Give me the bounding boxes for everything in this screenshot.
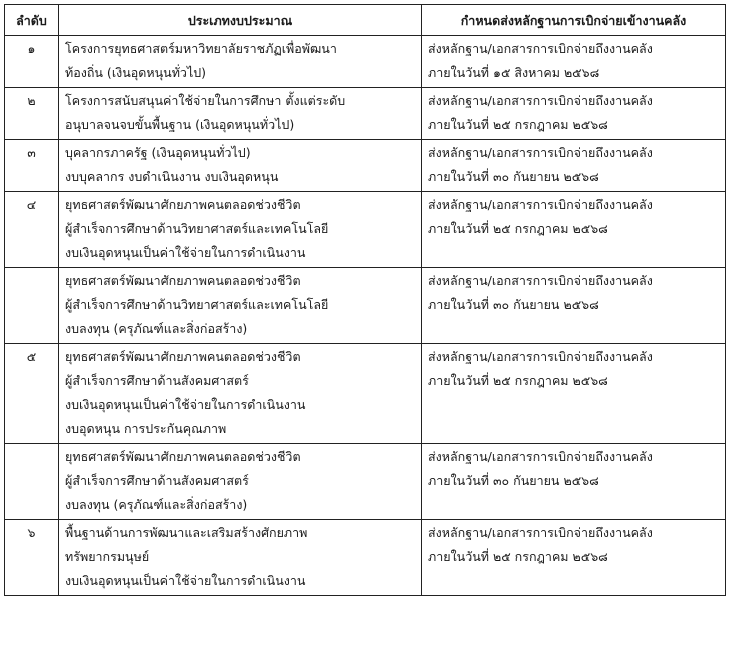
budget-type-line: โครงการยุทธศาสตร์มหาวิทยาลัยราชภัฏเพื่อพัฒนา: [65, 41, 337, 56]
row-budget-type: [59, 444, 422, 520]
header-deadline: กำหนดส่งหลักฐานการเบิกจ่ายเข้างานคลัง: [422, 5, 726, 36]
deadline-line: ส่งหลักฐาน/เอกสารการเบิกจ่ายถึงงานคลัง: [428, 93, 653, 108]
row-order-number: ๓: [5, 140, 59, 192]
row-deadline: [422, 520, 726, 596]
header-order: ลำดับ: [5, 5, 59, 36]
budget-type-line: งบลงทุน (ครุภัณฑ์และสิ่งก่อสร้าง): [65, 321, 248, 336]
row-order-number: ๕: [5, 344, 59, 444]
budget-type-line: โครงการสนับสนุนค่าใช้จ่ายในการศึกษา ตั้งแต่ระดับ: [65, 93, 346, 108]
table-row: [5, 36, 726, 88]
deadline-line: ภายในวันที่ ๒๕ กรกฎาคม ๒๕๖๘: [428, 117, 608, 132]
budget-type-line: ยุทธศาสตร์พัฒนาศักยภาพคนตลอดช่วงชีวิต: [65, 349, 301, 364]
row-budget-type: [59, 88, 422, 140]
deadline-line: ภายในวันที่ ๓๐ กันยายน ๒๕๖๘: [428, 297, 599, 312]
header-budget-type: ประเภทงบประมาณ: [59, 5, 422, 36]
budget-type-line: งบเงินอุดหนุนเป็นค่าใช้จ่ายในการดำเนินงาน: [65, 245, 306, 260]
budget-type-line: ยุทธศาสตร์พัฒนาศักยภาพคนตลอดช่วงชีวิต: [65, 197, 301, 212]
row-deadline: [422, 36, 726, 88]
row-order-number: ๔: [5, 192, 59, 268]
deadline-line: ภายในวันที่ ๒๕ กรกฎาคม ๒๕๖๘: [428, 549, 608, 564]
deadline-line: ภายในวันที่ ๑๕ สิงหาคม ๒๕๖๘: [428, 65, 600, 80]
budget-type-line: งบอุดหนุน การประกันคุณภาพ: [65, 421, 227, 436]
row-order-number: [5, 444, 59, 520]
budget-type-line: อนุบาลจนจบขั้นพื้นฐาน (เงินอุดหนุนทั่วไป): [65, 117, 295, 132]
table-row: [5, 444, 726, 520]
row-deadline: [422, 88, 726, 140]
deadline-line: ส่งหลักฐาน/เอกสารการเบิกจ่ายถึงงานคลัง: [428, 525, 653, 540]
table-row: [5, 268, 726, 344]
row-deadline: [422, 268, 726, 344]
table-row: [5, 88, 726, 140]
budget-type-line: ผู้สำเร็จการศึกษาด้านสังคมศาสตร์: [65, 473, 249, 488]
row-order-number: ๖: [5, 520, 59, 596]
table-row: [5, 192, 726, 268]
table-row: [5, 520, 726, 596]
deadline-line: ส่งหลักฐาน/เอกสารการเบิกจ่ายถึงงานคลัง: [428, 349, 653, 364]
budget-type-line: งบลงทุน (ครุภัณฑ์และสิ่งก่อสร้าง): [65, 497, 248, 512]
budget-type-line: ผู้สำเร็จการศึกษาด้านสังคมศาสตร์: [65, 373, 249, 388]
budget-type-line: พื้นฐานด้านการพัฒนาและเสริมสร้างศักยภาพ: [65, 525, 308, 540]
row-deadline: [422, 444, 726, 520]
deadline-line: ภายในวันที่ ๒๕ กรกฎาคม ๒๕๖๘: [428, 373, 608, 388]
deadline-line: ส่งหลักฐาน/เอกสารการเบิกจ่ายถึงงานคลัง: [428, 273, 653, 288]
row-budget-type: [59, 192, 422, 268]
budget-disbursement-table: [4, 4, 726, 596]
row-deadline: [422, 192, 726, 268]
budget-type-line: ผู้สำเร็จการศึกษาด้านวิทยาศาสตร์และเทคโนโลยี: [65, 297, 329, 312]
table-row: [5, 140, 726, 192]
budget-type-line: บุคลากรภาครัฐ (เงินอุดหนุนทั่วไป): [65, 145, 251, 160]
row-order-number: [5, 268, 59, 344]
budget-type-line: งบเงินอุดหนุนเป็นค่าใช้จ่ายในการดำเนินงาน: [65, 397, 306, 412]
row-budget-type: [59, 140, 422, 192]
row-order-number: ๑: [5, 36, 59, 88]
budget-type-line: ผู้สำเร็จการศึกษาด้านวิทยาศาสตร์และเทคโนโลยี: [65, 221, 329, 236]
row-budget-type: [59, 268, 422, 344]
budget-type-line: ยุทธศาสตร์พัฒนาศักยภาพคนตลอดช่วงชีวิต: [65, 273, 301, 288]
row-budget-type: [59, 344, 422, 444]
budget-type-line: งบบุคลากร งบดำเนินงาน งบเงินอุดหนุน: [65, 169, 279, 184]
row-budget-type: [59, 36, 422, 88]
row-order-number: ๒: [5, 88, 59, 140]
deadline-line: ภายในวันที่ ๓๐ กันยายน ๒๕๖๘: [428, 473, 599, 488]
budget-type-line: ยุทธศาสตร์พัฒนาศักยภาพคนตลอดช่วงชีวิต: [65, 449, 301, 464]
deadline-line: ส่งหลักฐาน/เอกสารการเบิกจ่ายถึงงานคลัง: [428, 449, 653, 464]
table-header-row: [5, 5, 726, 36]
row-deadline: [422, 344, 726, 444]
deadline-line: ส่งหลักฐาน/เอกสารการเบิกจ่ายถึงงานคลัง: [428, 197, 653, 212]
table-row: [5, 344, 726, 444]
row-deadline: [422, 140, 726, 192]
budget-type-line: งบเงินอุดหนุนเป็นค่าใช้จ่ายในการดำเนินงาน: [65, 573, 306, 588]
budget-type-line: ทรัพยากรมนุษย์: [65, 549, 150, 564]
deadline-line: ภายในวันที่ ๓๐ กันยายน ๒๕๖๘: [428, 169, 599, 184]
deadline-line: ส่งหลักฐาน/เอกสารการเบิกจ่ายถึงงานคลัง: [428, 145, 653, 160]
table-body: [5, 36, 726, 596]
row-budget-type: [59, 520, 422, 596]
budget-type-line: ท้องถิ่น (เงินอุดหนุนทั่วไป): [65, 65, 207, 80]
deadline-line: ภายในวันที่ ๒๕ กรกฎาคม ๒๕๖๘: [428, 221, 608, 236]
deadline-line: ส่งหลักฐาน/เอกสารการเบิกจ่ายถึงงานคลัง: [428, 41, 653, 56]
